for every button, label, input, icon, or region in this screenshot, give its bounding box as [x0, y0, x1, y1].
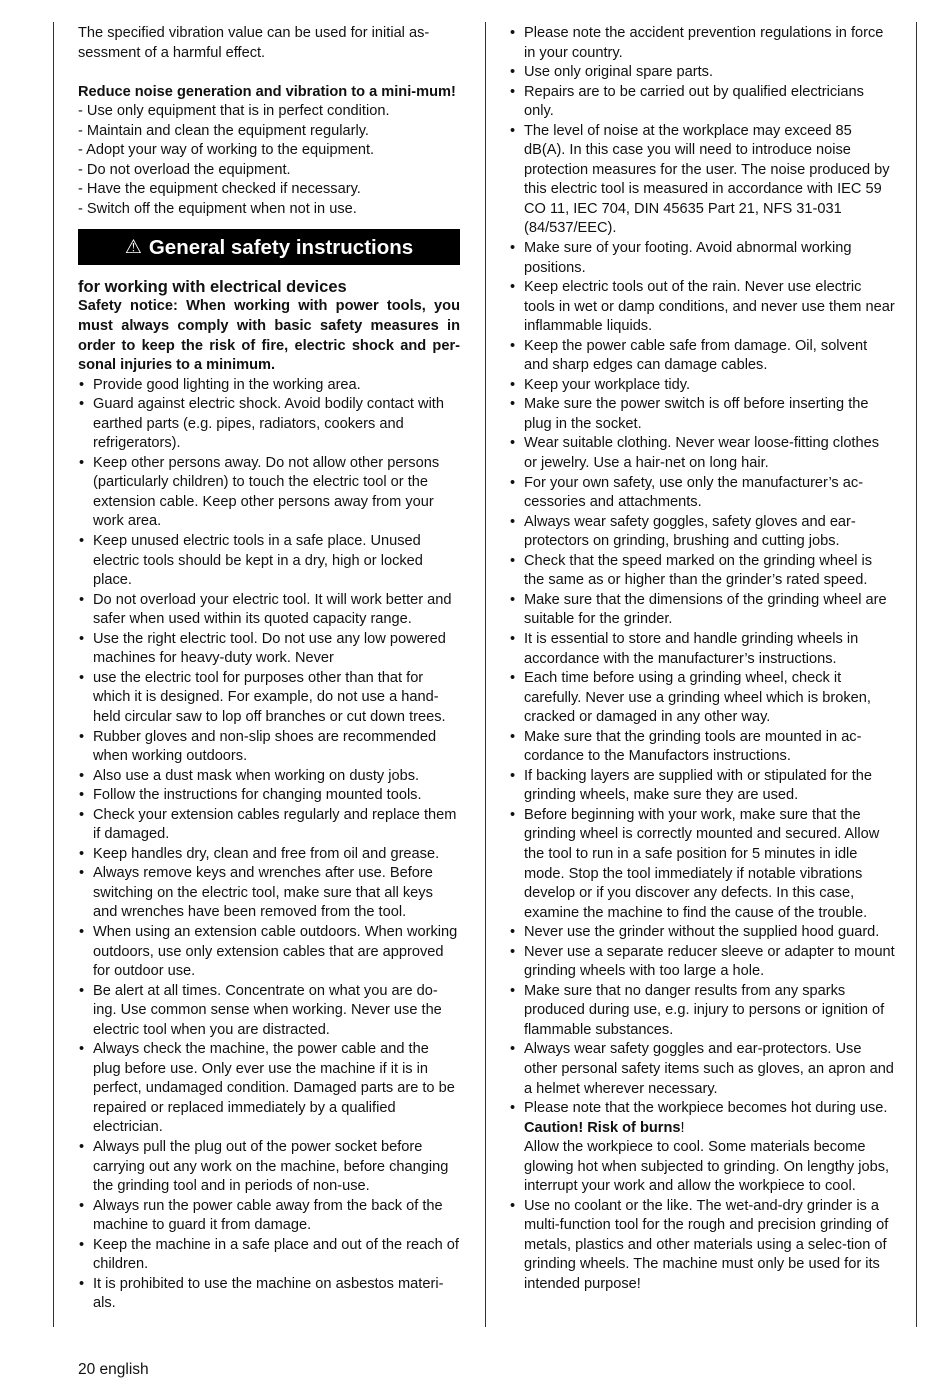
list-item: • Check your extension cables regularly and replace them if damaged.	[78, 806, 460, 845]
list-item: • Before beginning with your work, make sure that the grinding wheel is correctly mounted and secured. Allow the tool to run in a safe position for 5 minutes in idle mode. Stop the tool immediately if notable vibrations develop or if you discover any defects. In this case, examine the machine to find the cause of the trouble.	[509, 806, 895, 923]
list-item: • Be alert at all times. Concentrate on what you are do-ing. Use common sense when working. Never use the electric tool when you are distracted.	[78, 982, 460, 1041]
left-margin-rule	[53, 22, 54, 1327]
reduce-item: - Maintain and clean the equipment regularly.	[78, 122, 369, 139]
list-item: • Make sure of your footing. Avoid abnormal working positions.	[509, 239, 895, 278]
list-item: • Also use a dust mask when working on dusty jobs.	[78, 767, 460, 787]
list-item: • Make sure that the dimensions of the grinding wheel are suitable for the grinder.	[509, 591, 895, 630]
right-margin-rule	[916, 22, 917, 1327]
list-item: • If backing layers are supplied with or stipulated for the grinding wheels, make sure they are used.	[509, 767, 895, 806]
reduce-noise-heading: Reduce noise generation and vibration to a mini-mum!	[78, 83, 456, 100]
list-item: • Keep the power cable safe from damage. Oil, solvent and sharp edges can damage cables.	[509, 337, 895, 376]
list-item: • Wear suitable clothing. Never wear loose-fitting clothes or jewelry. Use a hair-net on long hair.	[509, 434, 895, 473]
warning-icon: ⚠	[124, 236, 142, 258]
list-item: • Keep your workplace tidy.	[509, 376, 895, 396]
reduce-item: - Adopt your way of working to the equipment.	[78, 142, 375, 159]
list-item: • Keep unused electric tools in a safe place. Unused electric tools should be kept in a dry, high or locked place.	[78, 532, 460, 591]
list-item: • It is prohibited to use the machine on asbestos materi-als.	[78, 1275, 460, 1314]
list-item: • Please note the accident prevention regulations in force in your country.	[509, 24, 895, 63]
caution-text: Allow the workpiece to cool. Some materials become glowing hot when subjected to grinding. On lengthy jobs, interrupt your work and allow the workpiece to cool.	[524, 1139, 890, 1195]
hot-workpiece-text: Please note that the workpiece becomes hot during use.	[524, 1100, 888, 1117]
list-item: • Rubber gloves and non-slip shoes are recommended when working outdoors.	[78, 728, 460, 767]
list-item: • Guard against electric shock. Avoid bodily contact with earthed parts (e.g. pipes, radiators, cookers and refrigerators).	[78, 395, 460, 454]
list-item: • Always wear safety goggles and ear-protectors. Use other personal safety items such as gloves, an apron and a helmet wherever necessary.	[509, 1040, 895, 1099]
list-item: • Use the right electric tool. Do not use any low powered machines for heavy-duty work. Never	[78, 630, 460, 669]
reduce-item: - Do not overload the equipment.	[78, 161, 291, 178]
list-item: • Use only original spare parts.	[509, 63, 895, 83]
list-item: • Always remove keys and wrenches after use. Before switching on the electric tool, make sure that all keys and wrenches have been removed from the tool.	[78, 864, 460, 923]
list-item: • Keep handles dry, clean and free from oil and grease.	[78, 845, 460, 865]
list-item: • Make sure that no danger results from any sparks produced during use, e.g. injury to persons or ignition of flammable substances.	[509, 982, 895, 1041]
list-item: • Always wear safety goggles, safety gloves and ear-protectors on grinding, brushing and cutting jobs.	[509, 513, 895, 552]
caution-mark: !	[680, 1119, 685, 1136]
list-item: • Always run the power cable away from the back of the machine to guard it from damage.	[78, 1197, 460, 1236]
list-item: • Never use the grinder without the supplied hood guard.	[509, 923, 895, 943]
general-safety-banner	[78, 229, 460, 265]
column-divider	[485, 22, 486, 1327]
reduce-noise-list	[78, 102, 460, 219]
list-item: • Make sure that the grinding tools are mounted in ac-cordance to the Manufactors instructions.	[509, 728, 895, 767]
right-bullet-list-tail	[509, 1099, 895, 1294]
list-item: • Repairs are to be carried out by qualified electricians only.	[509, 83, 895, 122]
list-item: • Do not overload your electric tool. It will work better and safer when used within its quoted capacity range.	[78, 591, 460, 630]
list-item: • Always check the machine, the power cable and the plug before use. Only ever use the machine if it is in perfect, undamaged condition. Damaged parts are to be repaired or replaced immediately by a qualified electrician.	[78, 1040, 460, 1138]
safety-notice: Safety notice: When working with power tools, you must always comply with basic safety measures in order to keep the risk of fire, electric shock and per-sonal injuries to a minimum.	[78, 298, 460, 374]
list-item: • Follow the instructions for changing mounted tools.	[78, 786, 460, 806]
list-item: • Keep other persons away. Do not allow other persons (particularly children) to touch the electric tool or the extension cable. Keep other persons away from your work area.	[78, 454, 460, 532]
list-item: • Provide good lighting in the working area.	[78, 376, 460, 396]
list-item: • Keep electric tools out of the rain. Never use electric tools in wet or damp conditions, and never use them near inflammable liquids.	[509, 278, 895, 337]
vibration-intro: The specified vibration value can be used for initial as-sessment of a harmful effect.	[78, 25, 430, 61]
list-item: • Check that the speed marked on the grinding wheel is the same as or higher than the grinder’s rated speed.	[509, 552, 895, 591]
page-footer: 20 english	[78, 1361, 149, 1378]
list-item: • It is essential to store and handle grinding wheels in accordance with the manufacturer’s instructions.	[509, 630, 895, 669]
list-item: • Make sure the power switch is off before inserting the plug in the socket.	[509, 395, 895, 434]
reduce-item: - Use only equipment that is in perfect condition.	[78, 103, 390, 120]
list-item: • For your own safety, use only the manufacturer’s ac-cessories and attachments.	[509, 474, 895, 513]
list-item: • The level of noise at the workplace may exceed 85 dB(A). In this case you will need to introduce noise protection measures for the user. The noise produced by this electric tool is measured in accordance with IEC 59 CO 11, IEC 704, DIN 45635 Part 21, NFS 31-031 (84/537/EEC).	[509, 122, 895, 239]
left-column	[78, 24, 460, 1314]
list-item: • Keep the machine in a safe place and out of the reach of children.	[78, 1236, 460, 1275]
left-bullet-list	[78, 376, 460, 1314]
reduce-item: - Have the equipment checked if necessary.	[78, 181, 361, 198]
list-item: • use the electric tool for purposes other than that for which it is designed. For example, do not use a hand-held circular saw to lop off branches or cut down trees.	[78, 669, 460, 728]
right-bullet-list	[509, 24, 895, 1099]
list-item: • Never use a separate reducer sleeve or adapter to mount grinding wheels with too large a hole.	[509, 943, 895, 982]
reduce-item: - Switch off the equipment when not in use.	[78, 200, 357, 217]
section-subheading: for working with electrical devices	[78, 278, 347, 297]
list-item: • When using an extension cable outdoors. When working outdoors, use only extension cables that are approved for outdoor use.	[78, 923, 460, 982]
banner-title: General safety instructions	[148, 235, 414, 259]
caution-label: Caution! Risk of burns	[524, 1119, 681, 1136]
list-item: • Use no coolant or the like. The wet-and-dry grinder is a multi-function tool for the rough and precision grinding of metals, plastics and other materials using a selec-tion of grinding wheels. The machine must only be used for its intended purpose!	[509, 1197, 895, 1295]
list-item: • Always pull the plug out of the power socket before carrying out any work on the machine, before changing the grinding tool and in periods of non-use.	[78, 1138, 460, 1197]
right-column	[509, 24, 895, 1295]
list-item	[509, 1099, 895, 1197]
list-item: • Each time before using a grinding wheel, check it carefully. Never use a grinding wheel which is broken, cracked or damaged in any other way.	[509, 669, 895, 728]
